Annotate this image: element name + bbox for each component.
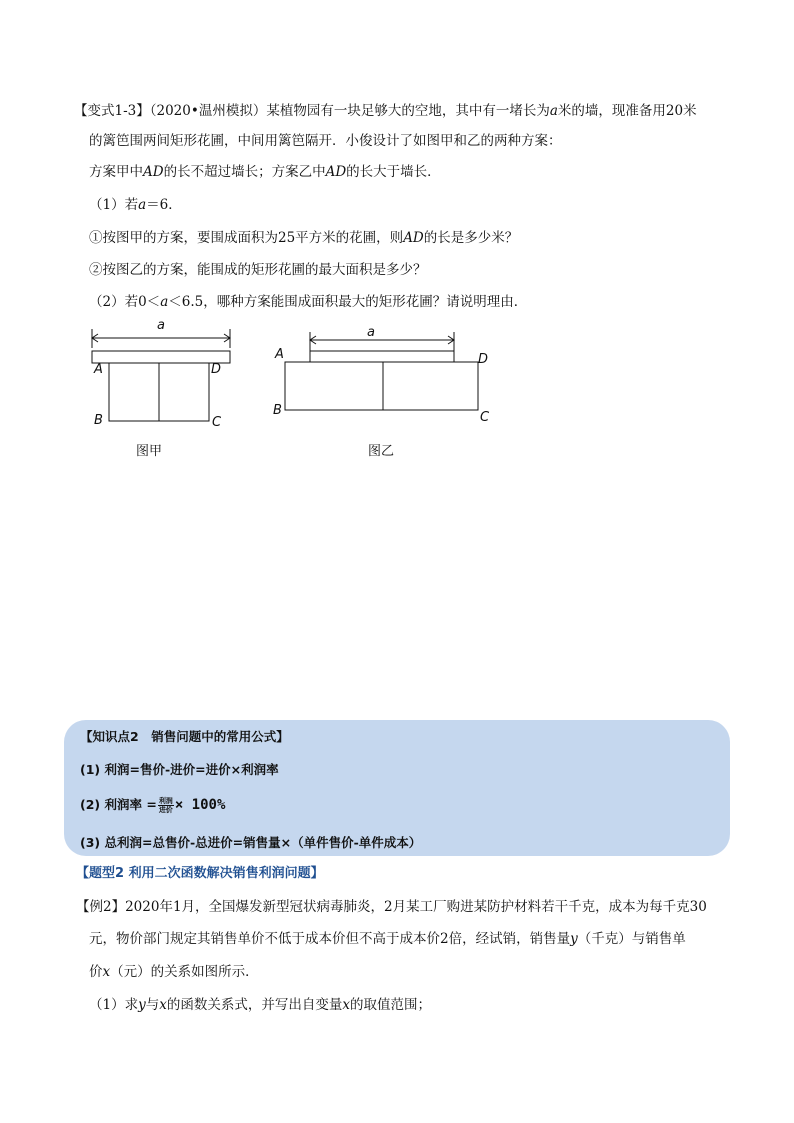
question-text: ①按图甲的方案，要围成面积为25平方米的花圃，则 xyxy=(89,230,404,246)
caption-yi: 图乙 xyxy=(368,444,395,459)
formula-2 xyxy=(80,795,225,815)
var-ad: AD xyxy=(325,164,347,180)
wall xyxy=(92,351,230,363)
example-text: （1）求 xyxy=(89,997,139,1013)
figure-jia xyxy=(80,318,250,433)
variant-text: 米的墙，现准备用20米 xyxy=(557,103,697,119)
question-text: （2）若0＜ xyxy=(89,294,161,310)
var-x: x xyxy=(102,964,111,980)
var-a: a xyxy=(160,294,169,310)
point-d: D xyxy=(478,352,489,367)
variant-line-1 xyxy=(74,101,697,121)
point-a: A xyxy=(275,347,284,362)
example-text: 价 xyxy=(89,964,103,980)
fraction xyxy=(158,797,174,814)
question-2 xyxy=(89,292,527,312)
example-line-3 xyxy=(89,962,259,982)
variant-source: （2020•温州模拟） xyxy=(149,103,267,119)
example-text: （千克）与销售单 xyxy=(577,931,686,947)
wall-label-a: a xyxy=(157,318,165,333)
variant-text: 的长不超过墙长；方案乙中 xyxy=(163,164,326,180)
example-text: 元，物价部门规定其销售单价不低于成本价但不高于成本价2倍，经试销，销售量 xyxy=(89,931,571,947)
variant-text: 方案甲中 xyxy=(89,164,143,180)
var-ad: AD xyxy=(143,164,164,180)
example-text: （元）的关系如图所示． xyxy=(110,964,259,980)
var-a: a xyxy=(138,197,147,213)
knowledge-title: 【知识点2 销售问题中的常用公式】 xyxy=(80,729,289,744)
var-y: y xyxy=(570,931,578,947)
example-text: 与 xyxy=(145,997,160,1013)
example-text: 的取值范围； xyxy=(349,997,431,1013)
caption-jia: 图甲 xyxy=(136,444,163,459)
var-ad: AD xyxy=(403,230,424,246)
wall-label-a: a xyxy=(367,325,375,340)
formula-percent: × 100% xyxy=(174,797,226,813)
point-c: C xyxy=(480,410,490,425)
question-1-2: ②按图乙的方案，能围成的矩形花圃的最大面积是多少？ xyxy=(89,262,427,278)
example-line-2 xyxy=(89,929,686,949)
variant-text: 某植物园有一块足够大的空地，其中有一堵长为 xyxy=(266,103,550,119)
garden-rect xyxy=(285,362,478,410)
example-question-1 xyxy=(89,995,431,1015)
var-a: a xyxy=(549,103,558,119)
wall xyxy=(310,351,454,362)
variant-text: 的长大于墙长． xyxy=(346,164,441,180)
topic-title: 【题型2 利用二次函数解决销售利润问题】 xyxy=(76,866,324,881)
point-d: D xyxy=(211,362,222,377)
formula-text: (2) 利润率 = xyxy=(80,797,157,812)
question-text: ＝6． xyxy=(146,197,182,213)
variant-line-2: 的篱笆围两间矩形花圃，中间用篱笆隔开．小俊设计了如图甲和乙的两种方案： xyxy=(89,133,562,149)
var-y: y xyxy=(138,997,146,1013)
fraction-denominator: 进价 xyxy=(158,806,173,814)
question-1 xyxy=(89,195,182,215)
question-text: 的长是多少米？ xyxy=(423,230,519,246)
point-b: B xyxy=(94,413,103,428)
figure-yi xyxy=(280,318,490,418)
question-text: （1）若 xyxy=(89,197,139,213)
question-text: ＜6.5，哪种方案能围成面积最大的矩形花圃？请说明理由． xyxy=(168,294,528,310)
example-line-1: 【例2】2020年1月，全国爆发新型冠状病毒肺炎，2月某工厂购进某防护材料若干千克，成本为每千克30 xyxy=(76,899,707,915)
formula-1: (1) 利润=售价-进价=进价×利润率 xyxy=(80,762,279,777)
variant-tag: 【变式1-3】 xyxy=(74,103,150,119)
var-x: x xyxy=(159,997,167,1013)
var-x: x xyxy=(342,997,350,1013)
point-b: B xyxy=(273,403,282,418)
formula-3: (3) 总利润=总售价-总进价=销售量×（单件售价-单件成本） xyxy=(80,835,422,850)
point-a: A xyxy=(94,362,103,377)
variant-line-3 xyxy=(89,162,441,182)
example-text: 的函数关系式，并写出自变量 xyxy=(166,997,343,1013)
point-c: C xyxy=(212,415,222,430)
question-1-1 xyxy=(89,228,518,248)
fraction-numerator: 利润 xyxy=(158,797,173,805)
